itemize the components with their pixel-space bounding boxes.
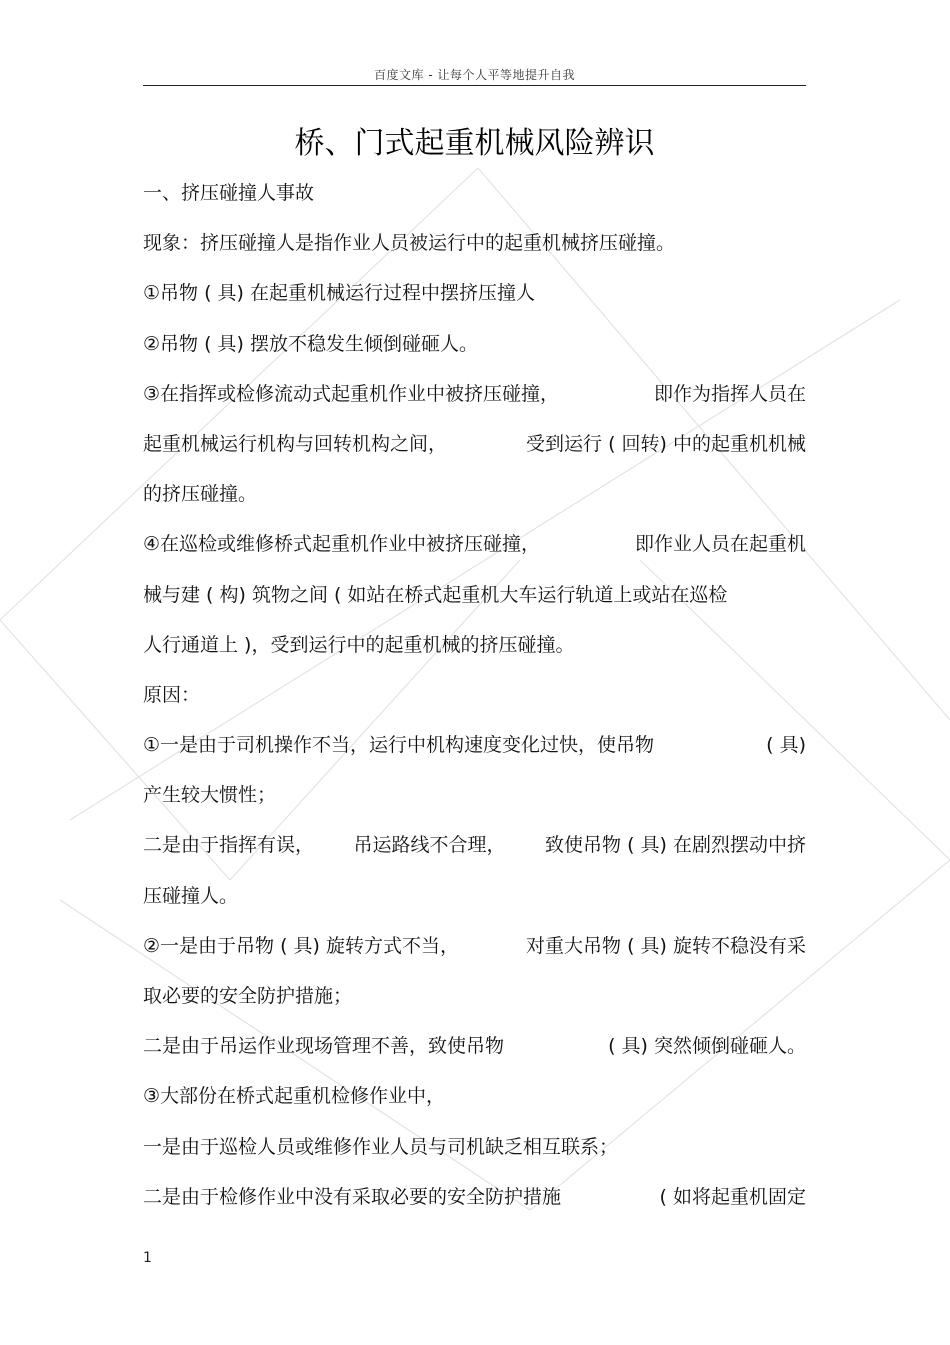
text-segment: 压碰撞人。 bbox=[143, 884, 239, 907]
text-segment: 械与建 ( 构) 筑物之间 ( 如站在桥式起重机大车运行轨道上或站在巡检 bbox=[143, 583, 728, 606]
text-line-phenomenon bbox=[143, 222, 806, 272]
text-segment: 即作业人员在起重机 bbox=[634, 533, 806, 556]
text-segment: 一是由于巡检人员或维修作业人员与司机缺乏相互联系； bbox=[143, 1135, 619, 1158]
text-segment: ②吊物 ( 具) 摆放不稳发生倾倒碰砸人。 bbox=[143, 332, 478, 355]
text-segment: ③大部份在桥式起重机检修作业中， bbox=[143, 1085, 446, 1108]
text-line-item-3-line-2 bbox=[143, 423, 806, 473]
text-line-section-heading bbox=[143, 172, 806, 222]
text-line-cause-1b-line-2 bbox=[143, 875, 806, 925]
text-segment: 即作为指挥人员在 bbox=[653, 382, 806, 405]
text-segment: 二是由于吊运作业现场管理不善，致使吊物 bbox=[143, 1035, 505, 1058]
text-segment: ④在巡检或维修桥式起重机作业中被挤压碰撞， bbox=[143, 533, 541, 556]
text-segment: 致使吊物 ( 具) 在剧烈摆动中挤 bbox=[545, 834, 806, 857]
text-segment: 二是由于检修作业中没有采取必要的安全防护措施 bbox=[143, 1185, 562, 1208]
text-segment: 原因： bbox=[143, 683, 201, 706]
text-line-item-3-line-1 bbox=[143, 373, 806, 423]
text-line-cause-2-line-2 bbox=[143, 975, 806, 1025]
text-segment: 吊运路线不合理， bbox=[353, 834, 506, 857]
text-segment: 受到运行 ( 回转) 中的起重机机械 bbox=[526, 432, 806, 455]
text-line-cause-2-line-1 bbox=[143, 925, 806, 975]
text-line-item-4-line-2 bbox=[143, 574, 806, 624]
text-segment: 的挤压碰撞。 bbox=[143, 483, 258, 506]
text-line-cause-3 bbox=[143, 1075, 806, 1125]
document-body bbox=[143, 172, 806, 1226]
text-segment: ③在指挥或检修流动式起重机作业中被挤压碰撞， bbox=[143, 382, 560, 405]
text-segment: 现象：挤压碰撞人是指作业人员被运行中的起重机械挤压碰撞。 bbox=[143, 232, 676, 255]
text-line-item-4-line-3 bbox=[143, 624, 806, 674]
text-segment: ①吊物 ( 具) 在起重机械运行过程中摆挤压撞人 bbox=[143, 282, 535, 305]
text-segment: ②一是由于吊物 ( 具) 旋转方式不当， bbox=[143, 934, 459, 957]
page-number: 1 bbox=[143, 1250, 152, 1266]
document-title: 桥、门式起重机械风险辨识 bbox=[294, 126, 655, 161]
text-segment: 起重机械运行机构与回转机构之间， bbox=[143, 432, 448, 455]
text-segment: 取必要的安全防护措施； bbox=[143, 985, 353, 1007]
text-segment: ( 具) bbox=[766, 734, 806, 757]
text-line-cause-3a bbox=[143, 1126, 806, 1176]
text-segment: 一、挤压碰撞人事故 bbox=[143, 182, 315, 204]
text-line-item-4-line-1 bbox=[143, 523, 806, 573]
text-line-cause-1-line-1 bbox=[143, 724, 806, 774]
text-segment: 产生较大惯性； bbox=[143, 784, 277, 807]
text-line-cause-1-line-2 bbox=[143, 774, 806, 824]
text-segment: 对重大吊物 ( 具) 旋转不稳没有采 bbox=[526, 934, 806, 957]
page-header: 百度文库 - 让每个人平等地提升自我 bbox=[374, 68, 575, 82]
text-line-item-3-line-3 bbox=[143, 473, 806, 523]
text-segment: 人行通道上 )，受到运行中的起重机械的挤压碰撞。 bbox=[143, 633, 575, 656]
header-divider bbox=[143, 85, 806, 86]
text-segment: ( 具) 突然倾倒碰砸人。 bbox=[608, 1035, 806, 1058]
text-segment: 二是由于指挥有误， bbox=[143, 834, 315, 857]
text-segment: ( 如将起重机固定 bbox=[659, 1185, 806, 1208]
text-line-cause-2b bbox=[143, 1025, 806, 1075]
text-line-cause-heading bbox=[143, 674, 806, 724]
text-line-cause-1b-line-1 bbox=[143, 824, 806, 874]
text-line-item-2 bbox=[143, 323, 806, 373]
text-segment: ①一是由于司机操作不当，运行中机构速度变化过快，使吊物 bbox=[143, 734, 655, 757]
text-line-cause-3b bbox=[143, 1176, 806, 1226]
text-line-item-1 bbox=[143, 272, 806, 322]
